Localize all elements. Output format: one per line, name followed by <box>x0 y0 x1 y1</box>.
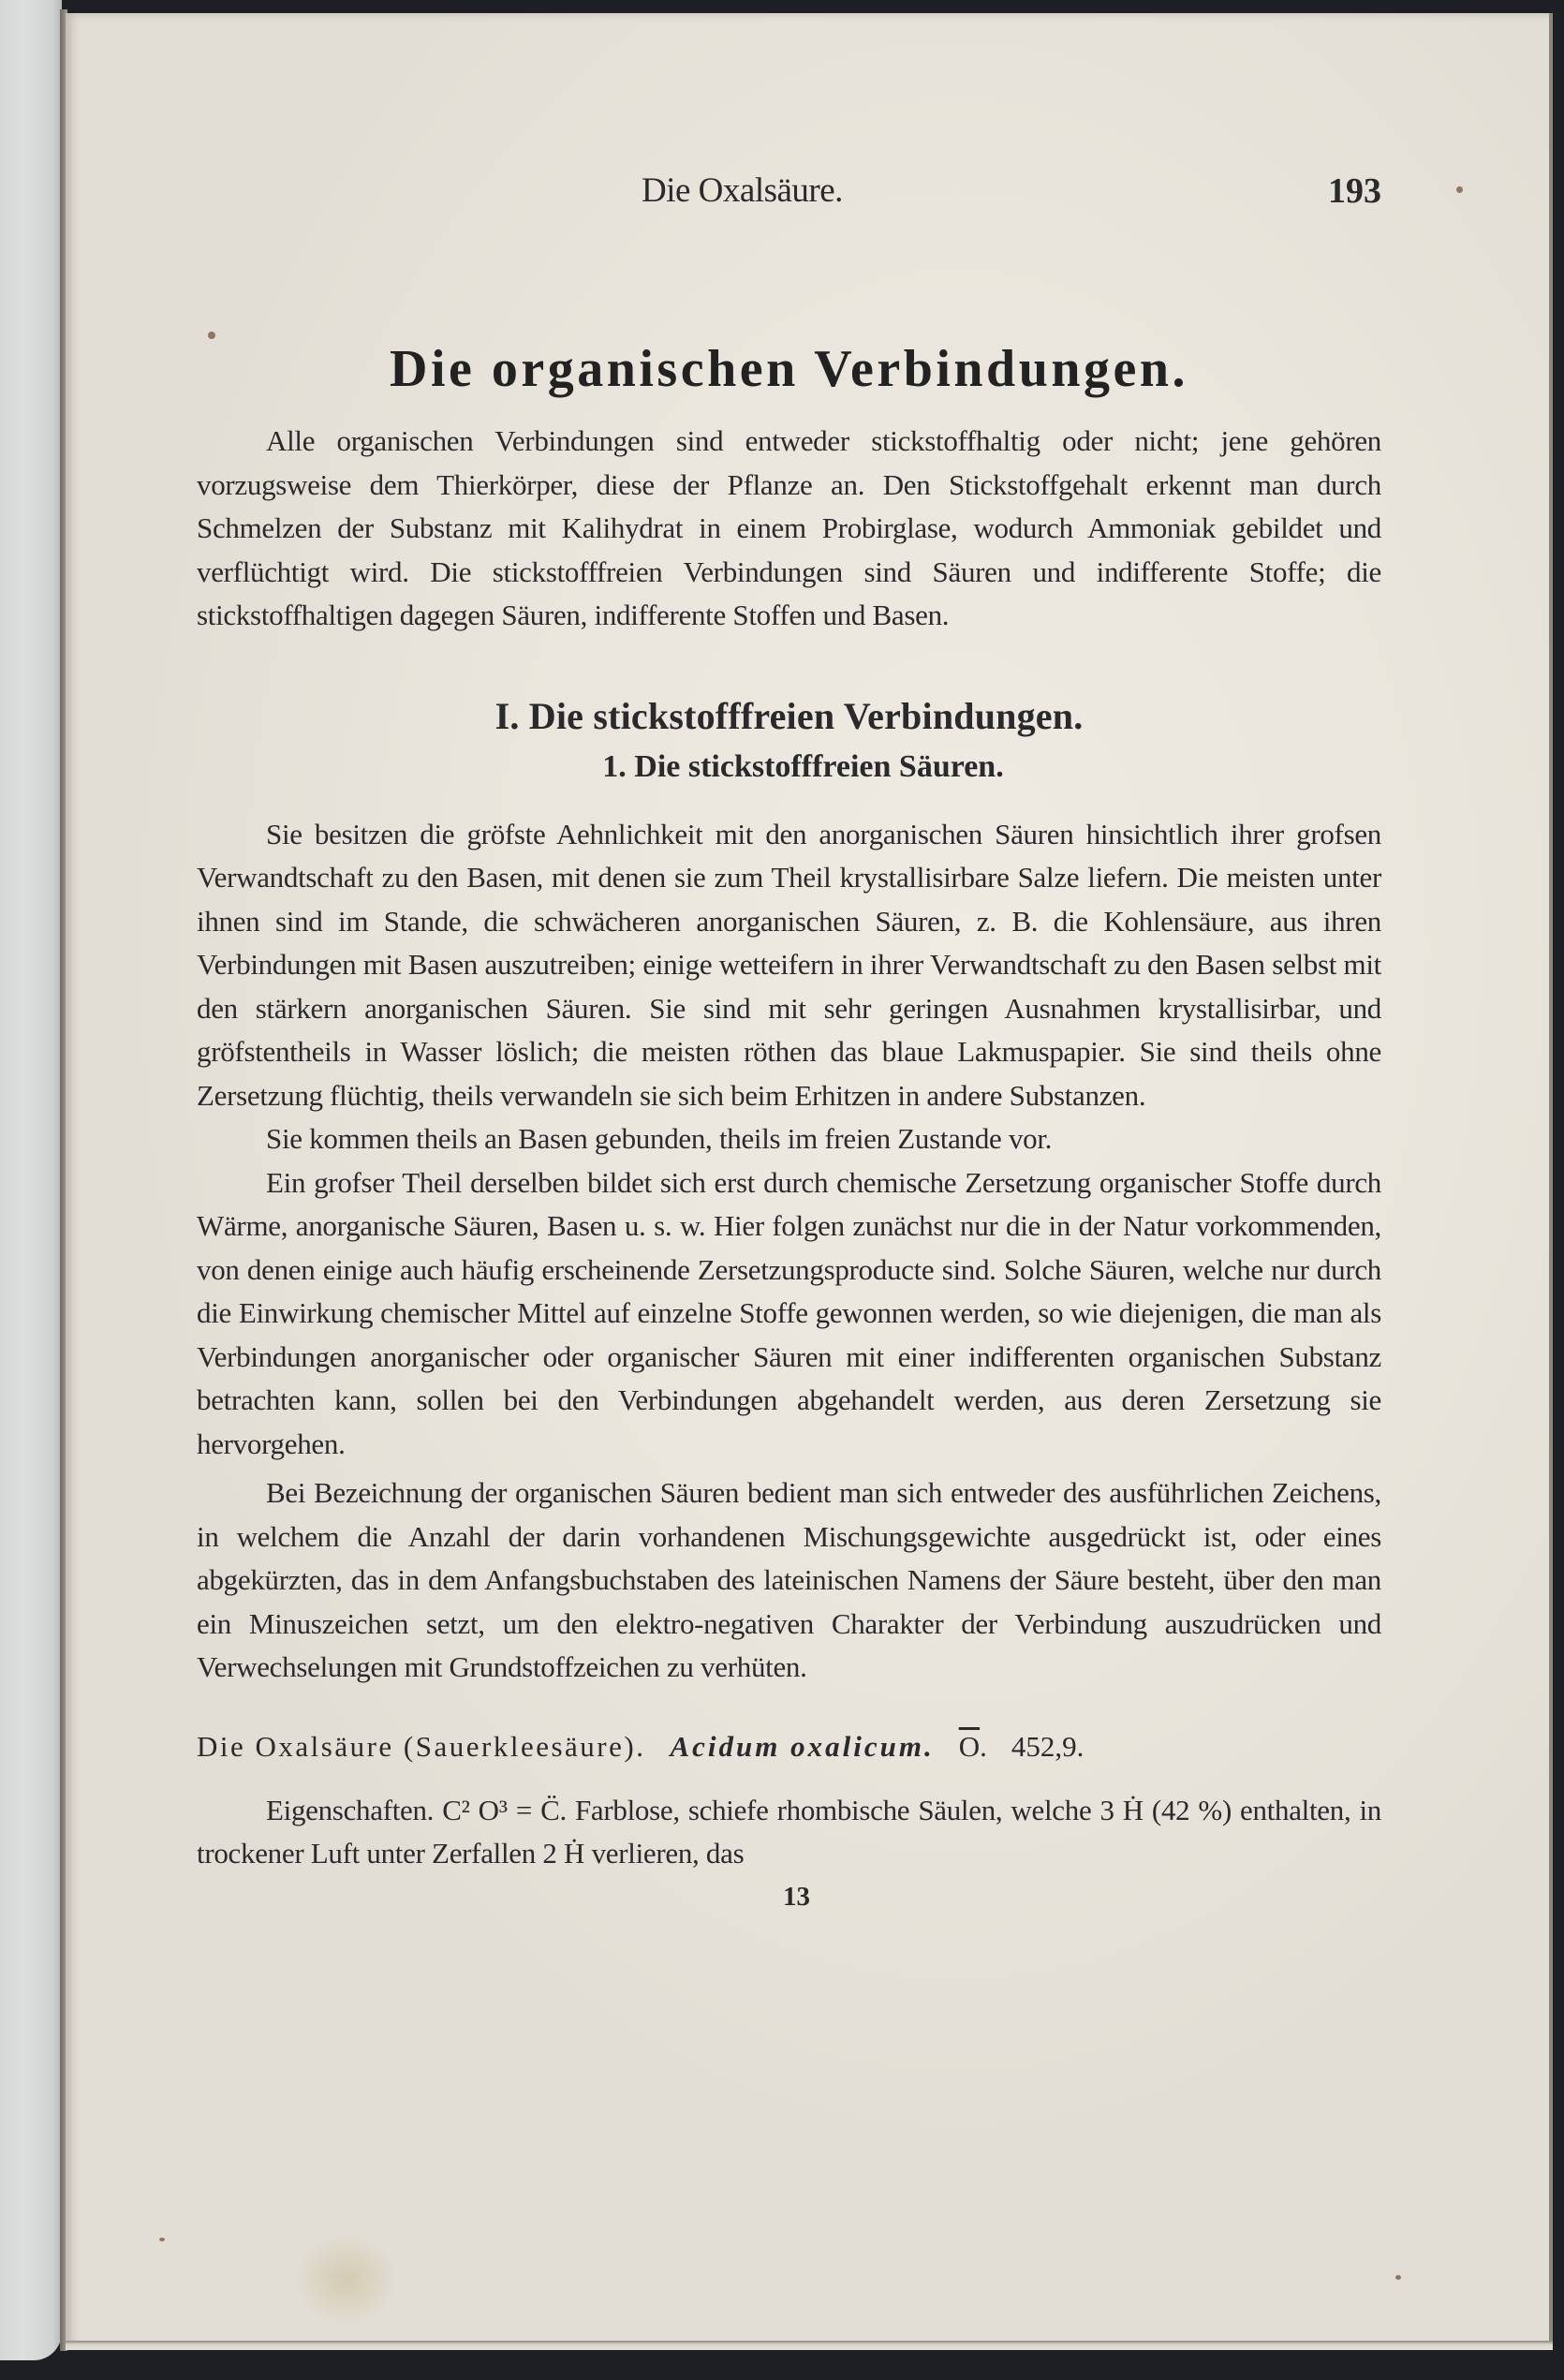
running-head <box>197 154 1381 210</box>
body-paragraph: Sie besitzen die gröfste Aehnlichkeit mit den anorganischen Säuren hinsichtlich ihrer grofsen Verwandtschaft zu den Basen, mit denen sie zum Theil krystallisirbare Salze liefern. Die meisten unter ihnen sind im Stande, die schwächeren anorganischen Säuren, z. B. die Kohlensäure, aus ihren Verbindungen mit Basen auszutreiben; einige wetteifern in ihrer Verwandtschaft zu den Basen selbst mit den stärkern anorganischen Säuren. Sie sind mit sehr geringen Ausnahmen krystallisirbar, und gröfstentheils in Wasser löslich; die meisten röthen das blaue Lakmuspapier. Sie sind theils ohne Zersetzung flüchtig, theils verwandeln sie sich beim Erhitzen in andere Substanzen. <box>197 817 1381 1112</box>
body-paragraph: Ein grofser Theil derselben bildet sich erst durch chemische Zersetzung organischer Stoffe durch Wärme, anorganische Säuren, Basen u. s. w. Hier folgen zunächst nur die in der Natur vorkommenden, von denen einige auch häufig erscheinende Zersetzungsproducte sind. Solche Säuren, welche nur durch die Einwirkung chemischer Mittel auf einzelne Stoffe gewonnen werden, so wie diejenigen, die man als Verbindungen anorganischer oder organischer Säuren mit einer indifferenten organischen Substanz betrachten kann, sollen bei den Verbindungen abgehandelt werden, aus deren Zersetzung sie hervorgehen. <box>197 1165 1381 1460</box>
body-text <box>197 813 1381 1690</box>
entry-name: Die Oxalsäure (Sauerkleesäure). <box>197 1729 646 1763</box>
body-paragraph: Sie kommen theils an Basen gebunden, theils im freien Zustande vor. <box>266 1122 1053 1155</box>
section-title: I. Die stickstofffreien Verbindungen. <box>494 694 1084 737</box>
foxing-spot <box>159 2238 165 2241</box>
intro-paragraph: Alle organischen Verbindungen sind entweder stickstoffhaltig oder nicht; jene gehören vorzugsweise dem Thierkörper, diese der Pflanze an. Den Stickstoffgehalt erkennt man durch Schmelzen der Substanz mit Kalihydrat in einem Probirglase, wodurch Ammoniak gebildet und verflüchtigt wird. Die stickstofffreien Verbindungen sind Säuren und indifferente Stoffe; die stickstoffhaltigen dagegen Säuren, indifferente Stoffen und Basen. <box>197 424 1381 631</box>
entry-heading <box>197 1725 1381 1768</box>
page-content <box>197 154 1381 1913</box>
signature-mark: 13 <box>783 1881 810 1912</box>
entry-symbol-group <box>959 1725 1011 1768</box>
page-edge-right <box>1549 13 1553 2350</box>
book-page <box>66 13 1553 2350</box>
previous-page-leaf <box>0 0 62 2360</box>
running-title: Die Oxalsäure. <box>642 171 843 210</box>
page-edge-bottom <box>66 2341 1553 2350</box>
entry-symbol-suffix: . <box>980 1729 987 1763</box>
subsection-title: 1. Die stickstofffreien Säuren. <box>602 748 1004 784</box>
chapter-title: Die organischen Verbindungen. <box>390 340 1188 398</box>
foxing-spot <box>1395 2275 1401 2280</box>
entry-latin-name: Acidum oxalicum. <box>670 1729 935 1763</box>
foxing-spot <box>1456 186 1463 193</box>
page-number: 193 <box>1328 171 1381 211</box>
entry-symbol: $\overline{O}$ <box>958 1729 981 1763</box>
body-paragraph: Bei Bezeichnung der organischen Säuren bedient man sich entweder des ausführlichen Zeichens, in welchem die Anzahl der darin vorhandenen Mischungsgewichte ausgedrückt ist, oder eines abgekürzten, das in dem Anfangsbuchstaben des lateinischen Namens der Säure besteht, über den man ein Minuszeichen setzt, um den elektro-negativen Charakter der Verbindung auszudrücken und Verwechselungen mit Grundstoffzeichen zu verhüten. <box>197 1476 1381 1683</box>
entry-weight: 452,9. <box>1011 1729 1084 1763</box>
properties-paragraph: Eigenschaften. C² O³ = C̈. Farblose, schiefe rhombische Säulen, welche 3 Ḣ (42 %) enthalten, in trockener Luft unter Zerfallen 2 Ḣ verlieren, das <box>197 1793 1381 1870</box>
